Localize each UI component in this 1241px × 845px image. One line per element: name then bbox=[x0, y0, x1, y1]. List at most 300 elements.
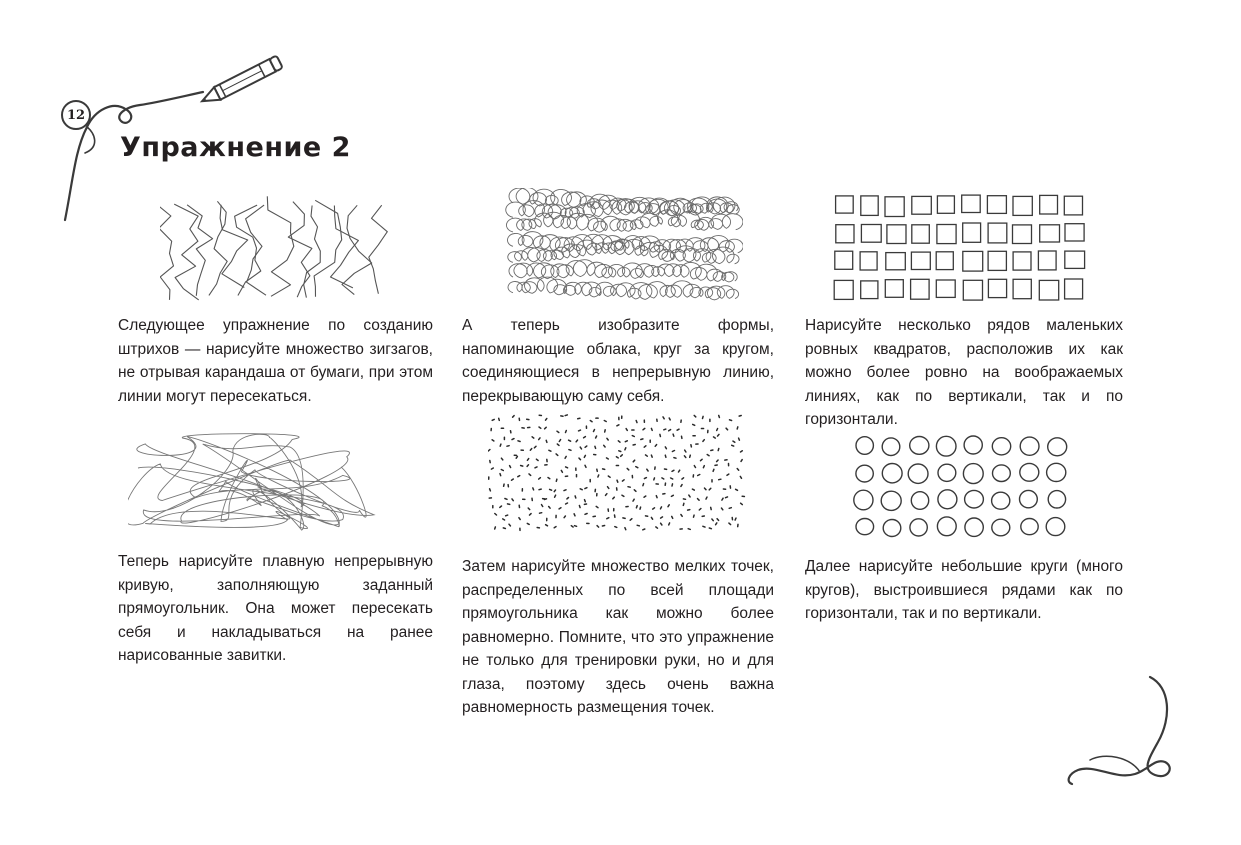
circle-mark bbox=[936, 436, 956, 456]
dot-mark bbox=[709, 528, 711, 529]
circle-mark bbox=[883, 520, 901, 537]
circle-mark bbox=[1020, 490, 1038, 507]
squares-grid-figure bbox=[830, 192, 1095, 302]
circle-mark bbox=[938, 464, 956, 481]
circle-mark bbox=[964, 436, 982, 454]
dot-mark bbox=[737, 469, 739, 471]
dot-mark bbox=[703, 526, 705, 527]
dot-mark bbox=[643, 428, 645, 429]
dot-mark bbox=[694, 515, 695, 517]
dot-mark bbox=[545, 427, 547, 429]
square-mark bbox=[1040, 195, 1058, 214]
dot-mark bbox=[598, 475, 599, 477]
zigzag-stroke bbox=[369, 205, 388, 294]
dot-mark bbox=[627, 468, 629, 470]
dot-mark bbox=[500, 444, 501, 446]
dot-mark bbox=[512, 479, 514, 480]
dot-mark bbox=[719, 479, 721, 480]
exercise-text-4: Теперь нарисуйте плавную непрерывную кривую, заполняющую заданный прямоугольник. Она может пересекать себя и накладываться на ранее нарисованные завитки. bbox=[118, 553, 433, 664]
circle-mark bbox=[993, 465, 1011, 482]
dot-mark bbox=[564, 516, 565, 518]
dot-mark bbox=[566, 467, 568, 468]
dot-mark bbox=[623, 518, 625, 519]
dot-mark bbox=[503, 519, 505, 520]
dot-mark bbox=[533, 488, 534, 490]
dot-mark bbox=[643, 484, 644, 486]
circle-mark bbox=[1047, 463, 1066, 481]
dot-mark bbox=[727, 474, 729, 475]
dot-mark bbox=[632, 436, 634, 437]
dot-mark bbox=[608, 476, 610, 477]
dot-mark bbox=[711, 450, 713, 451]
dot-mark bbox=[661, 507, 662, 509]
dot-mark bbox=[694, 415, 696, 417]
dot-mark bbox=[605, 430, 606, 432]
dot-mark bbox=[741, 503, 743, 504]
dot-mark bbox=[495, 514, 497, 516]
zigzag-stroke bbox=[187, 205, 213, 296]
dot-mark bbox=[608, 487, 609, 489]
zigzag-stroke bbox=[314, 200, 342, 296]
circle-mark bbox=[937, 517, 956, 536]
dot-mark bbox=[585, 500, 586, 502]
dot-mark bbox=[510, 466, 511, 468]
circle-mark bbox=[882, 438, 900, 456]
zigzag-stroke bbox=[209, 201, 227, 295]
circles-grid-figure bbox=[850, 432, 1075, 544]
square-mark bbox=[987, 196, 1006, 214]
dot-mark bbox=[536, 459, 538, 460]
dot-mark bbox=[534, 446, 536, 448]
dot-mark bbox=[726, 497, 728, 498]
dot-mark bbox=[718, 449, 719, 451]
cloud-loops-figure bbox=[505, 188, 743, 303]
dot-mark bbox=[603, 469, 605, 470]
dot-mark bbox=[495, 527, 496, 529]
dot-mark bbox=[566, 503, 568, 504]
dot-mark bbox=[672, 484, 673, 486]
circle-mark bbox=[992, 492, 1010, 509]
dot-mark bbox=[576, 440, 577, 442]
dot-mark bbox=[539, 427, 541, 428]
square-mark bbox=[962, 195, 981, 212]
circle-mark bbox=[965, 518, 983, 536]
dot-mark bbox=[579, 430, 581, 431]
circle-mark bbox=[911, 492, 928, 510]
dot-mark bbox=[554, 527, 556, 528]
dot-mark bbox=[607, 518, 609, 519]
square-mark bbox=[1013, 196, 1032, 215]
cloud-loop-line bbox=[508, 277, 739, 300]
circle-mark bbox=[992, 519, 1010, 536]
dot-mark bbox=[557, 444, 559, 445]
square-mark bbox=[887, 225, 906, 244]
square-mark bbox=[1040, 225, 1060, 242]
square-mark bbox=[861, 196, 878, 216]
dot-mark bbox=[694, 466, 695, 468]
square-mark bbox=[1013, 225, 1032, 244]
dot-mark bbox=[674, 458, 676, 459]
zigzag-stroke bbox=[304, 206, 321, 298]
dot-mark bbox=[513, 416, 515, 418]
dot-mark bbox=[641, 439, 643, 440]
dot-mark bbox=[512, 439, 514, 440]
dot-mark bbox=[607, 458, 609, 459]
exercise-text-6: Далее нарисуйте небольшие круги (много кругов), выстроившиеся рядами как по горизонтали, так и по вертикали. bbox=[805, 558, 1123, 622]
zigzag-stroke bbox=[267, 196, 294, 296]
dot-mark bbox=[528, 508, 530, 510]
dot-mark bbox=[640, 507, 641, 509]
dot-mark bbox=[722, 498, 723, 500]
square-mark bbox=[912, 196, 932, 214]
dot-mark bbox=[554, 490, 555, 492]
dot-mark bbox=[559, 508, 561, 509]
dot-mark bbox=[548, 478, 550, 479]
dot-mark bbox=[500, 506, 502, 507]
dot-mark bbox=[685, 450, 686, 452]
circle-mark bbox=[882, 464, 902, 483]
dot-mark bbox=[625, 441, 627, 442]
dot-mark bbox=[732, 445, 734, 446]
dot-mark bbox=[607, 438, 608, 440]
dot-mark bbox=[665, 455, 666, 457]
square-mark bbox=[912, 225, 930, 243]
dot-mark bbox=[712, 519, 713, 521]
cloud-loop-line bbox=[506, 210, 742, 232]
dot-mark bbox=[532, 437, 534, 438]
dot-mark bbox=[546, 419, 547, 421]
dot-mark bbox=[688, 510, 690, 511]
dot-mark bbox=[684, 456, 685, 458]
circle-mark bbox=[1020, 437, 1039, 455]
dot-mark bbox=[621, 455, 623, 457]
dot-mark bbox=[595, 446, 596, 448]
square-mark bbox=[861, 225, 881, 243]
dot-mark bbox=[585, 488, 587, 489]
dot-mark bbox=[615, 527, 617, 528]
dot-mark bbox=[672, 516, 673, 518]
square-mark bbox=[1065, 251, 1085, 268]
zigzag-stroke bbox=[160, 205, 174, 300]
dot-mark bbox=[709, 488, 711, 490]
square-mark bbox=[1064, 196, 1082, 215]
dot-mark bbox=[656, 496, 657, 498]
square-mark bbox=[936, 252, 953, 270]
square-mark bbox=[1065, 279, 1083, 299]
dot-mark bbox=[651, 517, 652, 519]
dot-mark bbox=[549, 450, 551, 451]
dot-mark bbox=[622, 480, 624, 481]
exercise-text-5: Затем нарисуйте множество мелких точек, распределенных по всей площади прямоугольника как можно более равномерно. Помните, что это упражнение не только для тренировки руки, но и для глаза, поэтому здесь очень важна равномерность размещения точек. bbox=[462, 558, 774, 716]
dot-mark bbox=[733, 441, 735, 442]
square-mark bbox=[937, 196, 954, 213]
dot-mark bbox=[625, 448, 626, 450]
circle-mark bbox=[938, 490, 957, 509]
dot-mark bbox=[701, 459, 703, 460]
dot-mark bbox=[519, 518, 520, 520]
dot-mark bbox=[661, 517, 663, 518]
dot-mark bbox=[665, 447, 666, 449]
square-mark bbox=[963, 251, 983, 271]
dot-mark bbox=[655, 445, 656, 447]
dot-mark bbox=[539, 478, 541, 479]
dot-mark bbox=[529, 474, 531, 476]
dot-mark bbox=[741, 451, 743, 452]
dot-mark bbox=[499, 418, 500, 420]
dot-mark bbox=[644, 446, 646, 447]
dots-field-figure bbox=[488, 414, 748, 536]
dot-mark bbox=[634, 490, 636, 492]
dot-mark bbox=[622, 495, 624, 496]
dot-mark bbox=[660, 434, 661, 436]
dot-mark bbox=[726, 428, 728, 430]
zigzag-stroke bbox=[174, 204, 199, 300]
dot-mark bbox=[626, 429, 627, 431]
pencil-icon bbox=[199, 55, 283, 107]
zigzag-stroke bbox=[342, 205, 372, 294]
dot-mark bbox=[596, 506, 598, 507]
dot-mark bbox=[561, 470, 562, 472]
dot-mark bbox=[557, 431, 559, 432]
circle-mark bbox=[854, 490, 873, 510]
dot-mark bbox=[729, 508, 731, 509]
dot-mark bbox=[544, 499, 546, 500]
dot-mark bbox=[633, 445, 635, 446]
dot-mark bbox=[530, 514, 532, 516]
dot-mark bbox=[512, 499, 513, 501]
dot-mark bbox=[500, 474, 501, 476]
dot-mark bbox=[672, 470, 674, 471]
dot-mark bbox=[527, 523, 529, 524]
circle-mark bbox=[856, 437, 873, 455]
dot-mark bbox=[730, 420, 732, 421]
dot-mark bbox=[516, 456, 517, 458]
dot-mark bbox=[597, 469, 598, 471]
dot-mark bbox=[717, 429, 718, 431]
dot-mark bbox=[571, 526, 573, 527]
dot-mark bbox=[580, 489, 582, 490]
circle-mark bbox=[1021, 519, 1038, 535]
dot-mark bbox=[597, 526, 599, 528]
dot-mark bbox=[673, 434, 674, 436]
exercise-text-3: Нарисуйте несколько рядов маленьких ровных квадратов, расположив их как можно более ровно на воображаемых линиях, как по вертикали, так и по горизонтали. bbox=[805, 317, 1123, 428]
dot-mark bbox=[682, 478, 684, 479]
dot-mark bbox=[504, 484, 505, 486]
square-mark bbox=[911, 252, 930, 269]
square-mark bbox=[1013, 252, 1031, 270]
dot-mark bbox=[722, 508, 723, 510]
dot-mark bbox=[643, 529, 645, 530]
dot-mark bbox=[613, 497, 615, 499]
dot-mark bbox=[585, 514, 587, 515]
dot-mark bbox=[703, 440, 704, 442]
dot-mark bbox=[602, 526, 604, 527]
dot-mark bbox=[606, 494, 607, 496]
exercise-text-1: Следующее упражнение по созданию штрихов — нарисуйте множество зигзагов, не отрывая карандаша от бумаги, при этом линии могут пересекаться. bbox=[118, 317, 433, 405]
dot-mark bbox=[501, 458, 502, 460]
dot-mark bbox=[736, 489, 738, 490]
dot-mark bbox=[681, 485, 682, 487]
dot-mark bbox=[585, 446, 587, 447]
dot-mark bbox=[714, 437, 716, 438]
circle-mark bbox=[856, 519, 874, 535]
swirl-ornament bbox=[1060, 672, 1185, 797]
dot-mark bbox=[705, 488, 707, 490]
dot-mark bbox=[505, 499, 507, 500]
dot-mark bbox=[662, 478, 664, 479]
dot-mark bbox=[698, 475, 700, 476]
dot-mark bbox=[681, 515, 682, 517]
dot-mark bbox=[644, 478, 646, 479]
dot-mark bbox=[567, 498, 569, 499]
dot-mark bbox=[546, 525, 548, 526]
dot-mark bbox=[501, 470, 503, 471]
dot-mark bbox=[672, 451, 674, 452]
dot-mark bbox=[735, 518, 736, 520]
dot-mark bbox=[580, 447, 581, 449]
dot-mark bbox=[703, 466, 704, 468]
dot-mark bbox=[692, 489, 694, 490]
dot-mark bbox=[542, 505, 543, 507]
dot-mark bbox=[575, 496, 576, 498]
square-mark bbox=[988, 279, 1006, 297]
dot-mark bbox=[669, 418, 670, 420]
dot-mark bbox=[527, 459, 528, 461]
dot-mark bbox=[671, 495, 673, 496]
dot-mark bbox=[590, 421, 592, 422]
dot-mark bbox=[737, 427, 738, 429]
page-title: Упражнение 2 bbox=[120, 132, 351, 163]
dot-mark bbox=[647, 469, 648, 471]
dot-mark bbox=[691, 445, 692, 447]
circle-mark bbox=[1020, 463, 1039, 481]
circle-mark bbox=[881, 491, 901, 510]
dot-mark bbox=[664, 429, 666, 430]
dot-mark bbox=[644, 496, 646, 497]
circle-mark bbox=[910, 437, 929, 455]
circle-mark bbox=[965, 490, 984, 508]
dot-mark bbox=[508, 504, 510, 505]
square-mark bbox=[988, 223, 1007, 243]
dot-mark bbox=[625, 528, 626, 530]
dot-mark bbox=[539, 489, 541, 490]
zigzag-stroke bbox=[331, 206, 359, 288]
dot-mark bbox=[491, 468, 493, 469]
dot-mark bbox=[711, 507, 712, 509]
dot-mark bbox=[530, 449, 531, 451]
dot-mark bbox=[729, 523, 731, 525]
dot-mark bbox=[550, 489, 552, 490]
dot-mark bbox=[740, 476, 741, 478]
dot-mark bbox=[579, 458, 581, 460]
square-mark bbox=[836, 225, 854, 243]
square-mark bbox=[885, 280, 903, 298]
dot-mark bbox=[651, 428, 652, 430]
cloud-loop-line bbox=[509, 188, 739, 216]
square-mark bbox=[1065, 224, 1084, 241]
dot-mark bbox=[539, 438, 540, 440]
dot-mark bbox=[633, 499, 634, 501]
dot-mark bbox=[492, 419, 494, 420]
circle-mark bbox=[992, 438, 1010, 455]
dot-mark bbox=[739, 438, 740, 440]
dot-mark bbox=[630, 519, 632, 521]
dot-mark bbox=[741, 460, 742, 462]
dot-mark bbox=[616, 457, 618, 458]
dot-mark bbox=[698, 499, 700, 501]
dot-mark bbox=[654, 478, 655, 480]
dot-mark bbox=[668, 505, 669, 507]
dot-mark bbox=[549, 507, 550, 509]
square-mark bbox=[1013, 279, 1031, 298]
dot-mark bbox=[718, 434, 720, 436]
zigzag-stroke bbox=[220, 205, 248, 288]
dot-mark bbox=[559, 440, 560, 442]
dot-mark bbox=[569, 450, 571, 451]
dot-mark bbox=[507, 446, 509, 447]
dot-mark bbox=[661, 523, 662, 525]
dot-mark bbox=[579, 506, 580, 508]
dot-mark bbox=[565, 456, 566, 458]
dot-mark bbox=[651, 455, 652, 457]
dot-mark bbox=[556, 479, 557, 481]
dot-mark bbox=[699, 509, 701, 511]
circle-mark bbox=[963, 464, 983, 484]
square-mark bbox=[836, 196, 854, 213]
dot-mark bbox=[535, 467, 537, 468]
zigzag-stroke bbox=[235, 205, 261, 295]
dot-mark bbox=[585, 465, 586, 467]
dot-mark bbox=[604, 445, 605, 447]
dot-mark bbox=[594, 430, 595, 432]
dot-mark bbox=[506, 515, 508, 516]
square-mark bbox=[861, 281, 878, 299]
dot-mark bbox=[509, 524, 510, 526]
dot-mark bbox=[703, 416, 704, 418]
square-mark bbox=[886, 253, 906, 270]
dot-mark bbox=[719, 415, 720, 417]
dot-mark bbox=[527, 465, 528, 467]
square-mark bbox=[1039, 280, 1058, 300]
dot-mark bbox=[619, 451, 621, 452]
square-mark bbox=[860, 252, 877, 270]
dot-mark bbox=[617, 425, 619, 426]
dot-mark bbox=[492, 440, 494, 441]
dot-mark bbox=[503, 528, 505, 529]
dot-mark bbox=[637, 525, 639, 526]
dot-mark bbox=[518, 441, 520, 442]
dot-mark bbox=[569, 440, 571, 441]
dot-mark bbox=[488, 450, 490, 452]
dot-mark bbox=[693, 424, 695, 425]
square-mark bbox=[1038, 251, 1056, 270]
dot-mark bbox=[617, 480, 618, 482]
cloud-loop-line bbox=[509, 260, 737, 282]
dot-mark bbox=[565, 415, 567, 416]
square-mark bbox=[963, 280, 982, 300]
dot-mark bbox=[556, 454, 558, 456]
circle-mark bbox=[908, 464, 928, 483]
exercise-text-2: А теперь изобразите формы, напоминающие облака, круг за кругом, соединяющиеся в непрерывную линию, перекрывающую саму себя. bbox=[462, 317, 774, 405]
dot-mark bbox=[717, 460, 719, 462]
dot-mark bbox=[683, 503, 684, 505]
dot-mark bbox=[636, 421, 637, 423]
dot-mark bbox=[706, 497, 707, 499]
circle-mark bbox=[910, 519, 927, 536]
dot-mark bbox=[677, 429, 679, 430]
dot-mark bbox=[636, 467, 638, 468]
dot-mark bbox=[564, 490, 566, 491]
